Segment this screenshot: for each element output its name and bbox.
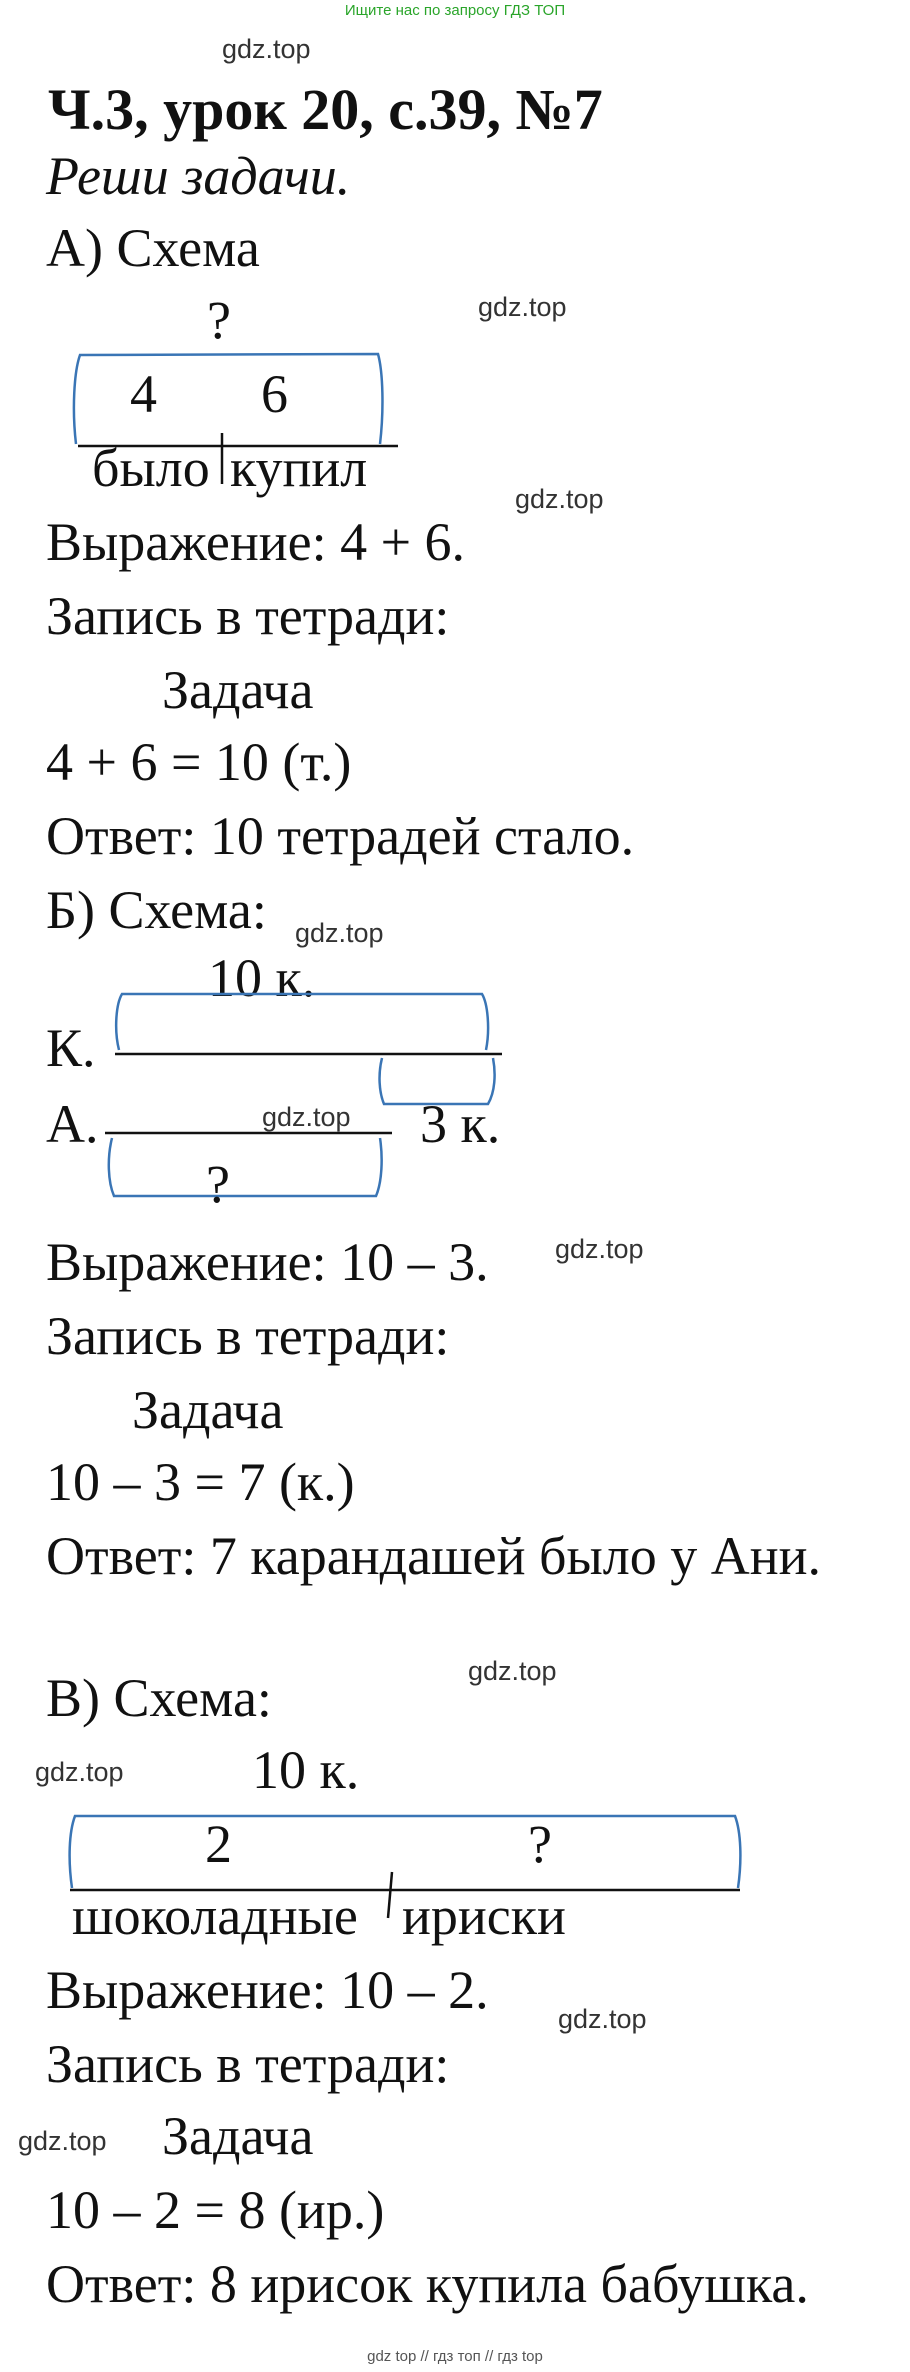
part-c-divider [388,1872,392,1918]
part-c-notebook: Запись в тетради: [46,2034,450,2094]
watermark: gdz.top [555,1234,644,1264]
part-c-total: 10 к. [252,1740,360,1800]
part-b-diff-value: 3 к. [420,1094,501,1154]
part-c-part1: 2 [205,1814,232,1874]
part-c-task: Задача [162,2106,314,2166]
part-a-answer: Ответ: 10 тетрадей стало. [46,806,635,866]
part-c-part2: ? [528,1814,552,1874]
part-a-label: А) Схема [46,218,260,278]
part-c-solution: 10 – 2 = 8 (ир.) [46,2180,385,2240]
part-a-right-label: купил [230,438,368,498]
top-banner[interactable]: Ищите нас по запросу ГДЗ ТОП [344,2,566,19]
part-a-solution: 4 + 6 = 10 (т.) [46,732,352,792]
part-b-top-value: 10 к. [208,948,316,1008]
part-a-expression: Выражение: 4 + 6. [46,512,466,572]
part-b-expression: Выражение: 10 – 3. [46,1232,489,1292]
part-a-total: ? [207,290,231,350]
part-a-part2: 6 [261,364,288,424]
part-a-part1: 4 [130,364,157,424]
watermark: gdz.top [262,1102,351,1132]
part-c-label: В) Схема: [46,1668,272,1728]
watermark: gdz.top [515,484,604,514]
part-b-solution: 10 – 3 = 7 (к.) [46,1452,355,1512]
watermark: gdz.top [18,2126,107,2156]
part-b-row1-label: К. [46,1018,96,1078]
watermark: gdz.top [222,34,311,64]
watermark: gdz.top [558,2004,647,2034]
part-c-answer: Ответ: 8 ирисок купила бабушка. [46,2254,809,2314]
part-b-label: Б) Схема: [46,880,267,940]
watermark: gdz.top [468,1656,557,1686]
footer-watermark[interactable]: gdz top // гдз топ // гдз top [367,2348,543,2365]
part-c-right-label: ириски [402,1886,566,1946]
part-c-left-label: шоколадные [72,1886,358,1946]
watermark: gdz.top [35,1757,124,1787]
part-b-notebook: Запись в тетради: [46,1306,450,1366]
page-title: Ч.3, урок 20, с.39, №7 [48,77,603,142]
part-a-notebook: Запись в тетради: [46,586,450,646]
watermark: gdz.top [478,292,567,322]
part-b-task: Задача [132,1380,284,1440]
part-a-left-label: было [92,438,210,498]
part-b-row2-label: А. [46,1094,99,1154]
page-subtitle: Реши задачи. [46,146,351,206]
part-c-brace [70,1816,741,1888]
part-a-task: Задача [162,660,314,720]
part-c-expression: Выражение: 10 – 2. [46,1960,489,2020]
part-b-answer: Ответ: 7 карандашей было у Ани. [46,1526,821,1586]
watermark: gdz.top [295,918,384,948]
part-b-unknown: ? [206,1154,230,1214]
